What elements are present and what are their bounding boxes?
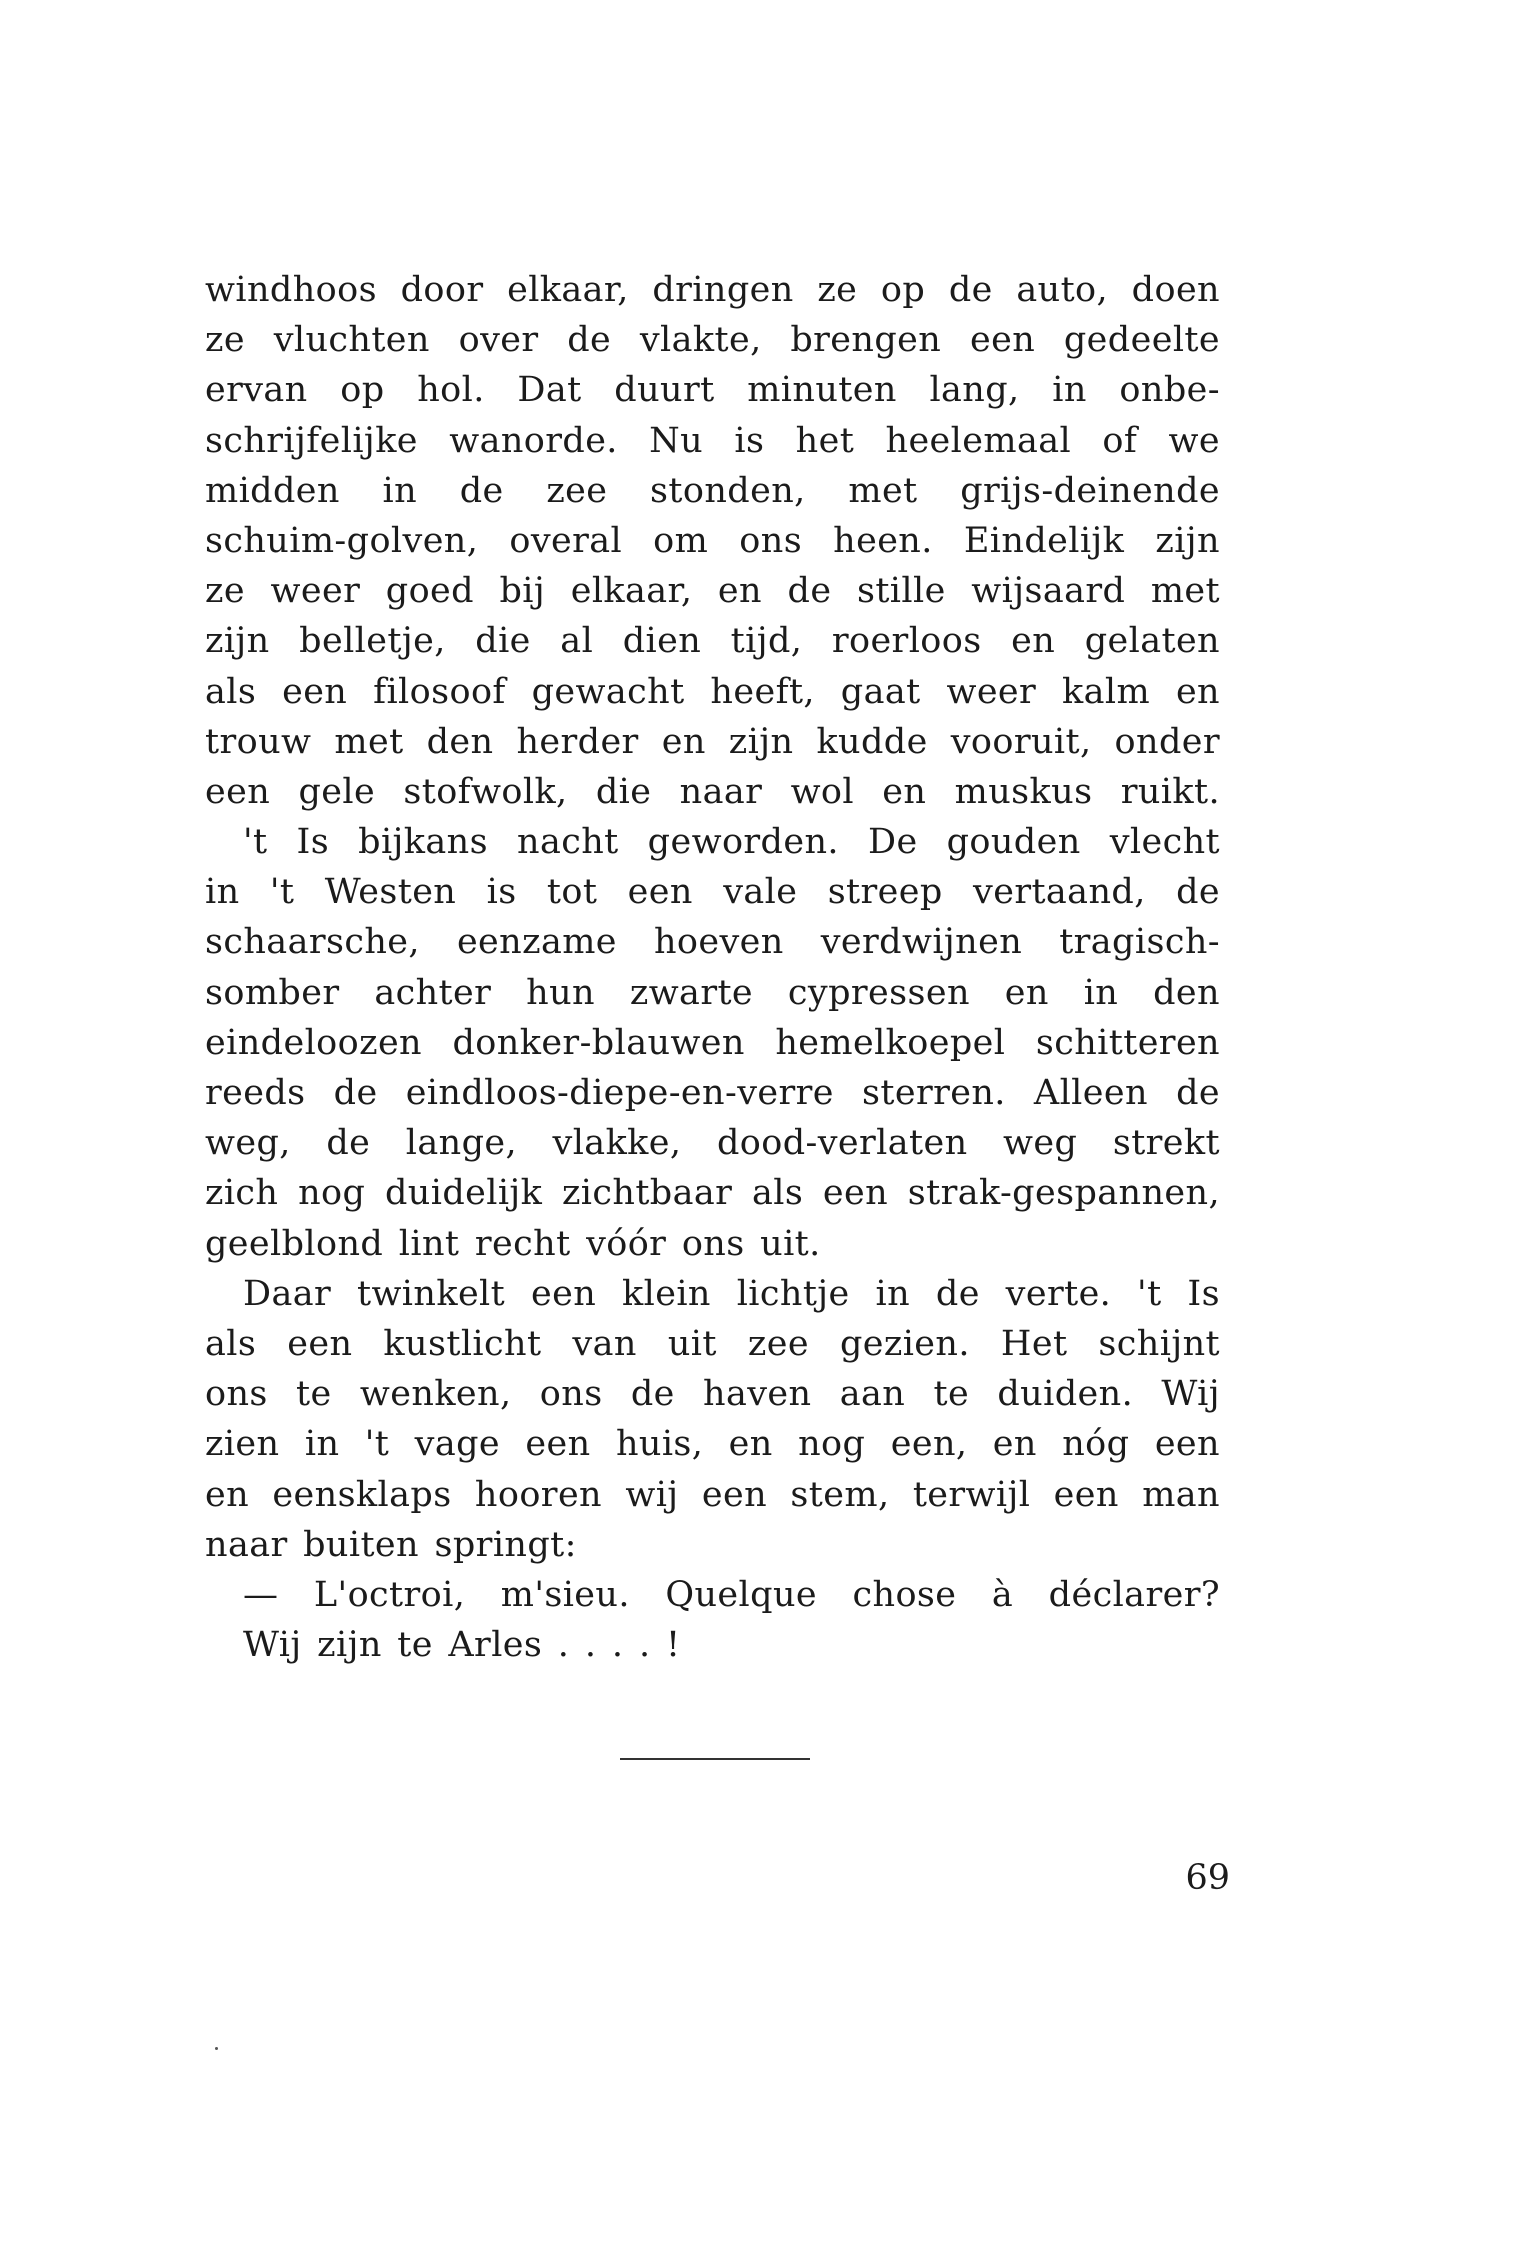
text-line: windhoos door elkaar, dringen ze op de auto, doen [205, 270, 1220, 310]
text-line: ons te wenken, ons de haven aan te duiden. Wij [205, 1374, 1220, 1415]
text-line: Wij zijn te Arles . . . . ! [243, 1625, 681, 1666]
text-line: schuim-golven, overal om ons heen. Eindelijk zijn [205, 520, 1220, 561]
text-line: trouw met den herder en zijn kudde vooruit, onder [205, 721, 1220, 762]
text-line: weg, de lange, vlakke, dood-verlaten weg strekt [205, 1123, 1220, 1164]
text-line: midden in de zee stonden, met grijs-deinende [205, 470, 1220, 511]
page-number: 69 [1185, 1858, 1230, 1898]
text-line: een gele stofwolk, die naar wol en muskus ruikt. [205, 771, 1220, 812]
text-line: zich nog duidelijk zichtbaar als een strak-gespannen, [205, 1173, 1220, 1214]
text-line: — L'octroi, m'sieu. Quelque chose à déclarer? [243, 1574, 1220, 1615]
text-line: en eensklaps hooren wij een stem, terwijl een man [205, 1474, 1220, 1515]
section-divider [620, 1758, 810, 1760]
text-line: reeds de eindloos-diepe-en-verre sterren. Alleen de [205, 1073, 1220, 1113]
text-line: zijn belletje, die al dien tijd, roerloos en gelaten [205, 621, 1220, 662]
text-line: geelblond lint recht vóór ons uit. [205, 1223, 821, 1264]
text-line: ervan op hol. Dat duurt minuten lang, in onbe- [205, 370, 1220, 411]
text-line: Daar twinkelt een klein lichtje in de verte. 't Is [243, 1273, 1220, 1314]
text-line: ze weer goed bij elkaar, en de stille wijsaard met [205, 571, 1220, 612]
text-line: naar buiten springt: [205, 1524, 577, 1565]
body-text [205, 265, 1220, 1670]
text-line: schrijfelijke wanorde. Nu is het heelemaal of we [205, 420, 1220, 461]
text-line: in 't Westen is tot een vale streep vertaand, de [205, 872, 1220, 913]
scan-speck [215, 2047, 218, 2050]
text-line: als een filosoof gewacht heeft, gaat weer kalm en [205, 671, 1220, 712]
text-line: somber achter hun zwarte cypressen en in den [205, 972, 1220, 1013]
text-line: 't Is bijkans nacht geworden. De gouden vlecht [243, 822, 1220, 863]
text-line: als een kustlicht van uit zee gezien. Het schijnt [205, 1323, 1220, 1364]
text-line: ze vluchten over de vlakte, brengen een gedeelte [205, 320, 1220, 361]
text-line: zien in 't vage een huis, en nog een, en nóg een [205, 1424, 1220, 1465]
text-line: schaarsche, eenzame hoeven verdwijnen tragisch- [205, 922, 1220, 963]
text-line: eindeloozen donker-blauwen hemelkoepel schitteren [205, 1022, 1220, 1063]
